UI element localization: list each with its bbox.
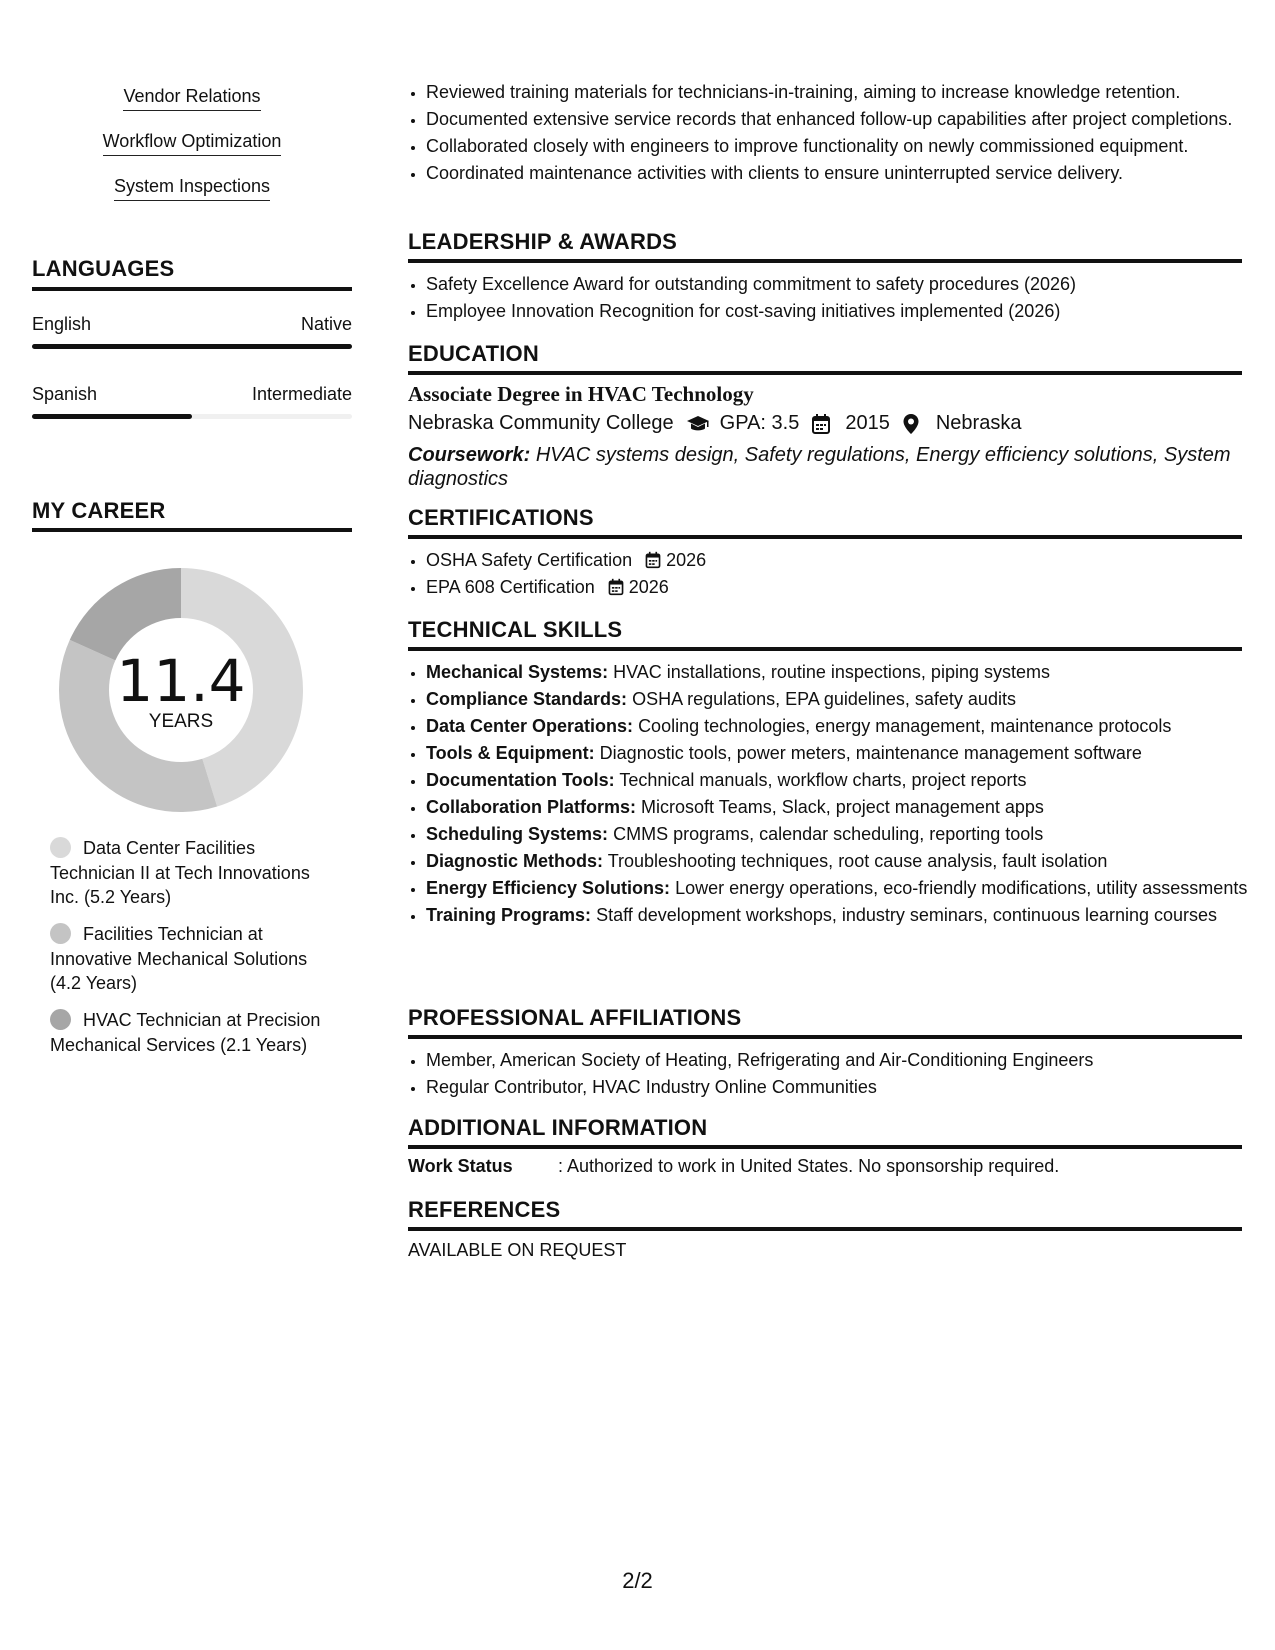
work-status-value: : Authorized to work in United States. No sponsorship required.: [558, 1156, 1060, 1176]
language-bar: [32, 344, 352, 349]
leadership-list: [408, 272, 1260, 326]
career-total-unit: YEARS: [148, 711, 214, 732]
skill-tag: Workflow Optimization: [32, 131, 352, 156]
section-rule: [408, 259, 1242, 263]
affiliations-heading: PROFESSIONAL AFFILIATIONS: [408, 1005, 742, 1030]
list-item: • Tools & Equipment: Diagnostic tools, power meters, maintenance management software: [426, 741, 1260, 765]
affiliations-list: [408, 1048, 1260, 1102]
list-item: • Training Programs: Staff development workshops, industry seminars, continuous learning courses: [426, 903, 1260, 927]
leadership-heading: LEADERSHIP & AWARDS: [408, 229, 678, 254]
degree-title: Associate Degree in HVAC Technology: [408, 382, 754, 406]
technical-skills-list: [408, 660, 1260, 930]
list-item: • Documentation Tools: Technical manuals, workflow charts, project reports: [426, 768, 1260, 792]
section-rule: [408, 371, 1242, 375]
list-item: • Compliance Standards: OSHA regulations, EPA guidelines, safety audits: [426, 687, 1260, 711]
list-item: • Scheduling Systems: CMMS programs, calendar scheduling, reporting tools: [426, 822, 1260, 846]
additional-info-heading: ADDITIONAL INFORMATION: [408, 1115, 708, 1140]
language-name: English: [32, 314, 92, 334]
language-level: Native: [300, 314, 352, 334]
gpa: GPA: 3.5: [719, 412, 800, 434]
work-status-label: Work Status: [408, 1156, 513, 1176]
calendar-icon: [811, 413, 835, 435]
list-item: • OSHA Safety Certification 2026: [426, 548, 1260, 572]
graduation-year: 2015: [845, 412, 890, 434]
section-rule: [32, 528, 352, 532]
legend-dot: [50, 1009, 71, 1030]
legend-dot: [50, 923, 71, 944]
list-item: • Collaborated closely with engineers to improve functionality on newly commissioned equipment.: [426, 134, 1260, 158]
section-rule: [408, 1227, 1242, 1231]
work-status: [408, 1156, 1059, 1177]
page-number: 2/2: [622, 1568, 653, 1593]
career-legend-item: Facilities Technician at Innovative Mechanical Solutions (4.2 Years): [50, 924, 308, 993]
legend-dot: [50, 837, 71, 858]
languages-heading: LANGUAGES: [32, 256, 175, 281]
calendar-icon: [607, 578, 625, 596]
education-meta: [408, 412, 1021, 435]
location-pin-icon: [902, 413, 926, 435]
graduation-cap-icon: [686, 413, 710, 435]
section-rule: [408, 647, 1242, 651]
skill-tag: Vendor Relations: [32, 86, 352, 111]
references-heading: REFERENCES: [408, 1197, 561, 1222]
list-item: • Documented extensive service records that enhanced follow-up capabilities after project completions.: [426, 107, 1260, 131]
references-text: AVAILABLE ON REQUEST: [408, 1240, 627, 1260]
experience-bullets: [408, 80, 1260, 188]
education-location: Nebraska: [935, 412, 1022, 434]
list-item: • Safety Excellence Award for outstanding commitment to safety procedures (2026): [426, 272, 1260, 296]
language-bar-fill: [32, 344, 352, 349]
list-item: • Diagnostic Methods: Troubleshooting techniques, root cause analysis, fault isolation: [426, 849, 1260, 873]
list-item: • Data Center Operations: Cooling technologies, energy management, maintenance protocols: [426, 714, 1260, 738]
certifications-list: [408, 548, 1260, 602]
list-item: • Collaboration Platforms: Microsoft Teams, Slack, project management apps: [426, 795, 1260, 819]
technical-skills-heading: TECHNICAL SKILLS: [408, 617, 623, 642]
career-total-years: 11.4: [116, 647, 246, 715]
list-item: • EPA 608 Certification 2026: [426, 575, 1260, 599]
list-item: • Regular Contributor, HVAC Industry Online Communities: [426, 1075, 1260, 1099]
list-item: • Energy Efficiency Solutions: Lower energy operations, eco-friendly modifications, utility assessments: [426, 876, 1260, 900]
career-legend-item: HVAC Technician at Precision Mechanical Services (2.1 Years): [50, 1010, 321, 1055]
skill-tag: System Inspections: [32, 176, 352, 201]
section-rule: [408, 535, 1242, 539]
school-name: Nebraska Community College: [408, 412, 674, 434]
language-bar: [32, 414, 352, 419]
list-item: • Reviewed training materials for technicians-in-training, aiming to increase knowledge retention.: [426, 80, 1260, 104]
list-item: • Mechanical Systems: HVAC installations, routine inspections, piping systems: [426, 660, 1260, 684]
education-heading: EDUCATION: [408, 341, 539, 366]
career-donut-chart: [56, 565, 306, 815]
language-bar-fill: [32, 414, 192, 419]
calendar-icon: [644, 551, 662, 569]
coursework-text: HVAC systems design, Safety regulations, Energy efficiency solutions, System diagnostics: [408, 444, 1231, 490]
list-item: • Employee Innovation Recognition for cost-saving initiatives implemented (2026): [426, 299, 1260, 323]
coursework: [408, 443, 1242, 491]
section-rule: [32, 287, 352, 291]
career-legend-item: Data Center Facilities Technician II at Tech Innovations Inc. (5.2 Years): [50, 838, 310, 907]
language-name: Spanish: [32, 384, 98, 404]
list-item: • Member, American Society of Heating, Refrigerating and Air-Conditioning Engineers: [426, 1048, 1260, 1072]
section-rule: [408, 1145, 1242, 1149]
list-item: • Coordinated maintenance activities with clients to ensure uninterrupted service delivery.: [426, 161, 1260, 185]
language-level: Intermediate: [251, 384, 352, 404]
career-heading: MY CAREER: [32, 498, 166, 523]
certifications-heading: CERTIFICATIONS: [408, 505, 594, 530]
coursework-label: Coursework:: [408, 444, 531, 466]
section-rule: [408, 1035, 1242, 1039]
